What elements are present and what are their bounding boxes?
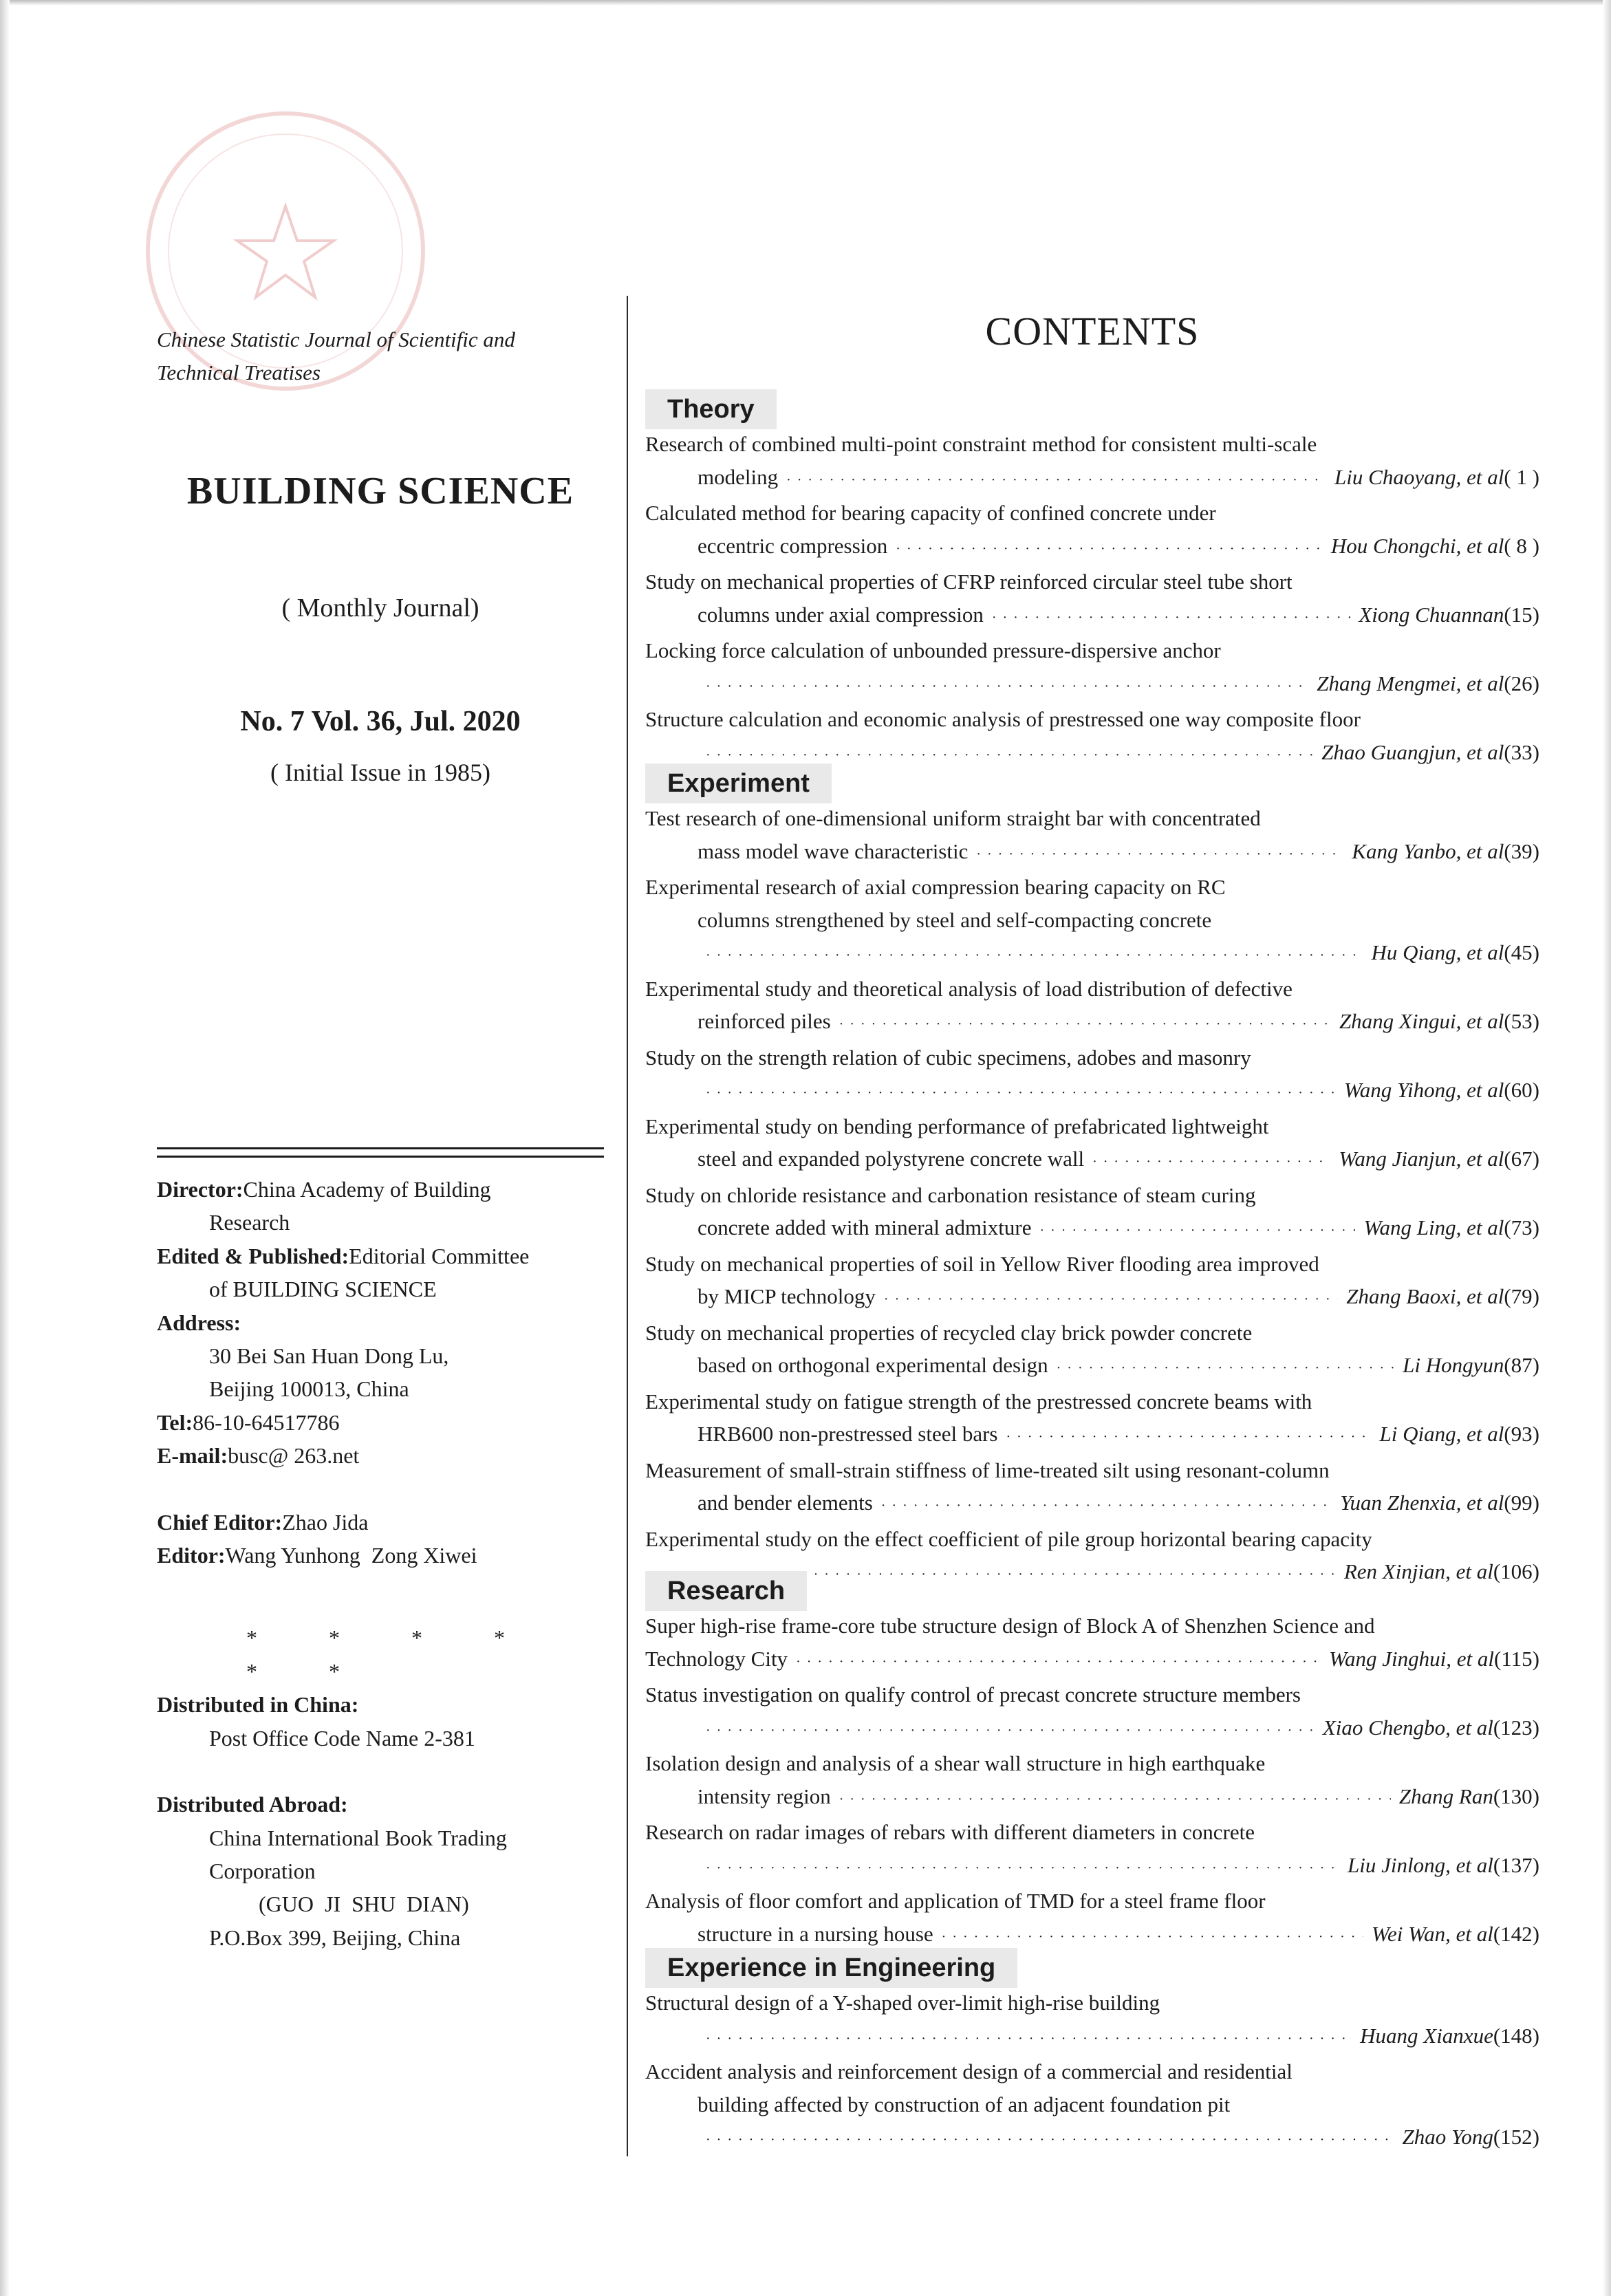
toc-entry	[645, 1610, 1539, 1678]
toc-entry	[645, 428, 1539, 497]
editor-label: Editor:	[157, 1543, 226, 1568]
entry-author	[1334, 461, 1539, 494]
page-number: (137)	[1493, 1852, 1539, 1877]
entry-title-line: Experimental study on the effect coefficient of pile group horizontal bearing capacity	[645, 1526, 1372, 1551]
dot-leader	[1092, 1146, 1330, 1179]
author-name: Kang Yanbo,	[1352, 838, 1462, 863]
et-al: et al	[1467, 1284, 1504, 1308]
page-number: (45)	[1504, 940, 1539, 964]
page-number: ( 8 )	[1504, 533, 1539, 558]
entry-leader-line	[645, 1211, 1539, 1248]
entry-title-line: Experimental study on fatigue strength of the prestressed concrete beams with	[645, 1389, 1312, 1414]
entry-title-line: Research on radar images of rebars with different diameters in concrete	[645, 1820, 1255, 1844]
toc-entry	[645, 1317, 1539, 1385]
entry-title-end: modeling	[698, 464, 779, 489]
author-name: Xiong Chuannan	[1359, 602, 1504, 627]
et-al: et al	[1467, 1422, 1504, 1446]
author-name: Hu Qiang,	[1371, 940, 1462, 964]
scan-right-edge	[1603, 0, 1611, 2296]
entry-author	[1359, 598, 1539, 631]
author-name: Wang Yihong,	[1343, 1078, 1462, 1102]
entry-title-line: Measurement of small-strain stiffness of lime-treated silt using resonant-column	[645, 1458, 1330, 1482]
email-label: E-mail:	[157, 1443, 228, 1469]
dot-leader	[976, 838, 1343, 871]
initial-issue: ( Initial Issue in 1985)	[270, 759, 490, 786]
dot-leader	[786, 464, 1326, 497]
entry-title-end: and bender elements	[698, 1491, 873, 1515]
author-name: Wang Jinghui,	[1329, 1646, 1451, 1671]
page-number: (53)	[1504, 1009, 1539, 1033]
dot-leader	[706, 2023, 1352, 2056]
entry-title-line: Study on mechanical properties of CFRP reinforced circular steel tube short	[645, 570, 1293, 594]
section-entries	[645, 428, 1539, 772]
entry-author	[1321, 736, 1539, 769]
entry-author	[1402, 2121, 1539, 2154]
toc-entry	[645, 802, 1539, 871]
entry-title-end: steel and expanded polystyrene concrete wall	[698, 1147, 1085, 1171]
address-label: Address:	[157, 1310, 241, 1335]
frequency: ( Monthly Journal)	[281, 594, 479, 622]
entry-author	[1339, 1142, 1539, 1176]
entry-author	[1331, 530, 1539, 563]
double-rule-divider	[157, 1147, 604, 1158]
director-value-2: Research	[209, 1210, 290, 1235]
dot-leader	[796, 1646, 1321, 1679]
dot-leader	[706, 1077, 1336, 1110]
entry-title-line: Study on mechanical properties of soil in Yellow River flooding area improved	[645, 1251, 1319, 1276]
tel-label: Tel:	[157, 1409, 193, 1435]
entry-leader-line	[645, 936, 1539, 973]
entry-author	[1364, 1211, 1540, 1244]
entry-title-line: Experimental study and theoretical analysis of load distribution of defective	[645, 976, 1293, 1001]
author-name: Zhao Yong	[1402, 2125, 1493, 2149]
author-name: Li Qiang,	[1379, 1422, 1462, 1446]
section-entries	[645, 1610, 1539, 1953]
toc-entry	[645, 2055, 1539, 2157]
author-name: Wang Ling,	[1363, 1215, 1462, 1239]
entry-title-line: Research of combined multi-point constraint method for consistent multi-scale	[645, 432, 1317, 456]
address-line-1: 30 Bei San Huan Dong Lu,	[209, 1343, 449, 1369]
toc-entry	[645, 1041, 1539, 1110]
entry-title-line: Structural design of a Y-shaped over-limit high-rise building	[645, 1991, 1160, 2015]
page-number: (93)	[1504, 1422, 1539, 1446]
toc-entry	[645, 634, 1539, 703]
toc-entry	[645, 1454, 1539, 1523]
entry-leader-line	[645, 1142, 1539, 1179]
author-name: Ren Xinjian,	[1343, 1559, 1451, 1583]
author-name: Zhang Mengmei,	[1317, 671, 1462, 695]
entry-title-end: mass model wave characteristic	[698, 838, 969, 863]
entry-title-line: building affected by construction of an adjacent foundation pit	[698, 2092, 1231, 2116]
entry-title-line: Isolation design and analysis of a shear wall structure in high earthquake	[645, 1751, 1266, 1775]
column-divider	[627, 296, 628, 2156]
page-number: (39)	[1504, 838, 1539, 863]
toc-entry	[645, 1747, 1539, 1816]
entry-title-line: Structure calculation and economic analysis of prestressed one way composite floor	[645, 707, 1361, 731]
toc-entry	[645, 1179, 1539, 1248]
dot-leader	[839, 1008, 1331, 1041]
section-heading: Research	[645, 1571, 807, 1611]
entry-leader-line	[645, 667, 1539, 704]
page-number: (73)	[1504, 1215, 1539, 1239]
page-number: (142)	[1493, 1921, 1539, 1946]
edited-value: Editorial Committee	[349, 1243, 530, 1268]
dot-leader	[706, 1715, 1315, 1748]
page-number: (33)	[1504, 739, 1539, 764]
author-name: Zhang Xingui,	[1339, 1009, 1462, 1033]
section-entries	[645, 802, 1539, 1592]
author-name: Huang Xianxue	[1360, 2023, 1493, 2048]
journal-title: BUILDING SCIENCE	[186, 470, 574, 512]
edited-label: Edited & Published:	[157, 1243, 349, 1268]
entry-title-line: Locking force calculation of unbounded pressure-dispersive anchor	[645, 638, 1221, 662]
toc-entry	[645, 871, 1539, 973]
entry-title-line: Experimental research of axial compression bearing capacity on RC	[645, 875, 1226, 899]
director-value: China Academy of Building	[243, 1177, 491, 1202]
et-al: et al	[1467, 1147, 1504, 1171]
tel-value: 86-10-64517786	[193, 1409, 340, 1435]
chief-editor-value: Zhao Jida	[282, 1509, 369, 1535]
entry-author	[1348, 1849, 1539, 1882]
entry-leader-line	[645, 1005, 1539, 1041]
entry-leader-line	[645, 1486, 1539, 1523]
author-name: Zhao Guangjun,	[1321, 739, 1462, 764]
entry-leader-line	[645, 1418, 1539, 1454]
dot-leader	[896, 533, 1323, 566]
entry-leader-line	[645, 530, 1539, 566]
author-name: Liu Chaoyang,	[1334, 464, 1462, 489]
toc-entry	[645, 973, 1539, 1041]
dist-abroad-line-4: P.O.Box 399, Beijing, China	[209, 1925, 461, 1950]
toc-entry	[645, 1678, 1539, 1747]
et-al: et al	[1467, 940, 1504, 964]
et-al: et al	[1467, 464, 1504, 489]
author-name: Li Hongyun	[1403, 1353, 1504, 1377]
director-label: Director:	[157, 1177, 244, 1202]
entry-author	[1371, 936, 1539, 969]
et-al: et al	[1467, 1491, 1504, 1515]
contents-title: CONTENTS	[985, 309, 1200, 354]
entry-title-end: eccentric compression	[698, 533, 888, 558]
page-number: (99)	[1504, 1491, 1539, 1515]
toc-entry	[645, 1385, 1539, 1454]
page-number: (67)	[1504, 1147, 1539, 1171]
entry-author	[1344, 1555, 1539, 1588]
author-name: Xiao Chengbo,	[1322, 1715, 1451, 1740]
subtitle-line-2: Technical Treatises	[157, 360, 321, 385]
page-number: (15)	[1504, 602, 1539, 627]
entry-leader-line	[645, 835, 1539, 871]
chief-editor-label: Chief Editor:	[157, 1509, 283, 1535]
dot-leader	[881, 1490, 1332, 1523]
entry-author	[1360, 2019, 1539, 2053]
et-al: et al	[1456, 1646, 1494, 1671]
email-value: busc@ 263.net	[228, 1443, 360, 1469]
dist-abroad-label: Distributed Abroad:	[157, 1792, 348, 1817]
entry-title-end: concrete added with mineral admixture	[698, 1215, 1032, 1239]
dot-leader	[884, 1284, 1338, 1317]
entry-title-line: Status investigation on qualify control of precast concrete structure members	[645, 1682, 1301, 1707]
entry-author	[1352, 835, 1539, 868]
entry-leader-line	[645, 1280, 1539, 1317]
dist-abroad-line-3: (GUO JI SHU DIAN)	[259, 1892, 469, 1917]
dist-china-value: Post Office Code Name 2-381	[209, 1725, 475, 1751]
entry-author	[1329, 1643, 1539, 1676]
dot-leader	[706, 2124, 1394, 2157]
entry-leader-line	[645, 1711, 1539, 1748]
entry-leader-line	[645, 1074, 1539, 1110]
et-al: et al	[1467, 838, 1504, 863]
author-name: Yuan Zhenxia,	[1340, 1491, 1462, 1515]
entry-title-line: Super high-rise frame-core tube structure design of Block A of Shenzhen Science and	[645, 1614, 1375, 1638]
et-al: et al	[1467, 533, 1504, 558]
author-name: Zhang Ran	[1398, 1784, 1493, 1808]
dot-leader	[992, 602, 1351, 635]
entry-title-end: reinforced piles	[698, 1009, 831, 1033]
toc-entry	[645, 703, 1539, 772]
dot-leader	[706, 671, 1308, 704]
entry-title-end: Technology City	[645, 1646, 788, 1671]
dot-leader	[1006, 1421, 1372, 1454]
toc-entry	[645, 1248, 1539, 1317]
entry-author	[1403, 1349, 1539, 1382]
page-number: (148)	[1493, 2023, 1539, 2048]
et-al: et al	[1467, 1215, 1504, 1239]
scan-top-edge	[0, 0, 1611, 6]
dot-leader	[839, 1784, 1391, 1817]
toc-entry	[645, 1816, 1539, 1885]
entry-title-end: intensity region	[698, 1784, 831, 1808]
entry-leader-line	[645, 1849, 1539, 1885]
page-number: (123)	[1493, 1715, 1539, 1740]
issue-number: No. 7 Vol. 36, Jul. 2020	[240, 706, 521, 737]
toc-entry	[645, 565, 1539, 634]
masthead-column	[157, 323, 604, 1950]
entry-leader-line	[645, 598, 1539, 635]
entry-author	[1372, 1918, 1539, 1951]
et-al: et al	[1456, 1715, 1493, 1740]
entry-author	[1340, 1486, 1539, 1519]
dist-china-label: Distributed in China:	[157, 1692, 359, 1718]
author-name: Hou Chongchi,	[1330, 533, 1462, 558]
editor-value: Wang Yunhong Zong Xiwei	[225, 1543, 477, 1568]
page-number: (60)	[1504, 1078, 1539, 1102]
toc-entry	[645, 1986, 1539, 2055]
entry-author	[1399, 1780, 1539, 1813]
page-number: (106)	[1493, 1559, 1539, 1583]
et-al: et al	[1467, 1078, 1504, 1102]
dist-abroad-line-2: Corporation	[209, 1858, 316, 1883]
entry-leader-line	[645, 1349, 1539, 1385]
entry-title-end: based on orthogonal experimental design	[698, 1353, 1048, 1377]
entry-title-end: structure in a nursing house	[698, 1921, 933, 1946]
dot-leader	[1039, 1215, 1355, 1248]
page-number: (87)	[1504, 1353, 1539, 1377]
entry-title-line: Study on chloride resistance and carbonation resistance of steam curing	[645, 1182, 1256, 1207]
publication-info	[157, 1173, 604, 1954]
author-name: Wei Wan,	[1372, 1921, 1451, 1946]
section-heading: Theory	[645, 389, 777, 429]
entry-leader-line	[645, 461, 1539, 497]
entry-title-line: Accident analysis and reinforcement design of a commercial and residential	[645, 2059, 1293, 2083]
entry-author	[1339, 1005, 1539, 1038]
entry-title-line: Experimental study on bending performance of prefabricated lightweight	[645, 1114, 1269, 1138]
entry-title-end: HRB600 non-prestressed steel bars	[698, 1422, 998, 1446]
author-name: Zhang Baoxi,	[1346, 1284, 1462, 1308]
entry-title-line: columns strengthened by steel and self-compacting concrete	[698, 907, 1212, 932]
entry-title-line: Study on the strength relation of cubic specimens, adobes and masonry	[645, 1045, 1251, 1070]
page-number: (130)	[1493, 1784, 1539, 1808]
star-separator: * * * * * *	[246, 1625, 538, 1684]
page-number: ( 1 )	[1504, 464, 1539, 489]
page-number: (115)	[1494, 1646, 1539, 1671]
et-al: et al	[1467, 739, 1504, 764]
entry-author	[1323, 1711, 1539, 1744]
section-heading: Experiment	[645, 763, 832, 803]
entry-title-line: Test research of one-dimensional uniform straight bar with concentrated	[645, 806, 1261, 830]
et-al: et al	[1456, 1559, 1493, 1583]
entry-leader-line	[645, 1780, 1539, 1817]
page-number: (26)	[1504, 671, 1539, 695]
toc-entry	[645, 1885, 1539, 1953]
entry-author	[1379, 1418, 1539, 1451]
entry-title-end: columns under axial compression	[698, 602, 984, 627]
entry-author	[1317, 667, 1539, 700]
entry-leader-line	[645, 2019, 1539, 2056]
entry-title-line: Analysis of floor comfort and application of TMD for a steel frame floor	[645, 1889, 1266, 1913]
subtitle-line-1: Chinese Statistic Journal of Scientific and	[157, 327, 515, 351]
section-heading: Experience in Engineering	[645, 1948, 1017, 1988]
entry-author	[1346, 1280, 1539, 1313]
toc-entry	[645, 497, 1539, 565]
entry-author	[1344, 1074, 1539, 1107]
et-al: et al	[1456, 1921, 1493, 1946]
scan-left-edge	[0, 0, 10, 2296]
author-name: Liu Jinlong,	[1348, 1852, 1451, 1877]
entry-title-end: by MICP technology	[698, 1284, 876, 1308]
dot-leader	[706, 940, 1363, 973]
et-al: et al	[1467, 1009, 1504, 1033]
address-line-2: Beijing 100013, China	[209, 1376, 409, 1402]
author-name: Wang Jianjun,	[1339, 1147, 1462, 1171]
entry-title-line: Study on mechanical properties of recycled clay brick powder concrete	[645, 1320, 1253, 1345]
section-entries	[645, 1986, 1539, 2157]
toc-entry	[645, 1110, 1539, 1179]
dot-leader	[1057, 1352, 1394, 1385]
et-al: et al	[1467, 671, 1504, 695]
page-number: (152)	[1493, 2125, 1539, 2149]
entry-leader-line	[645, 2121, 1539, 2157]
edited-value-2: of BUILDING SCIENCE	[209, 1277, 437, 1302]
dot-leader	[706, 1852, 1339, 1885]
entry-title-line: Calculated method for bearing capacity of confined concrete under	[645, 501, 1216, 525]
entry-leader-line	[645, 1643, 1539, 1679]
dist-abroad-line-1: China International Book Trading	[209, 1825, 507, 1850]
page-number: (79)	[1504, 1284, 1539, 1308]
et-al: et al	[1456, 1852, 1493, 1877]
